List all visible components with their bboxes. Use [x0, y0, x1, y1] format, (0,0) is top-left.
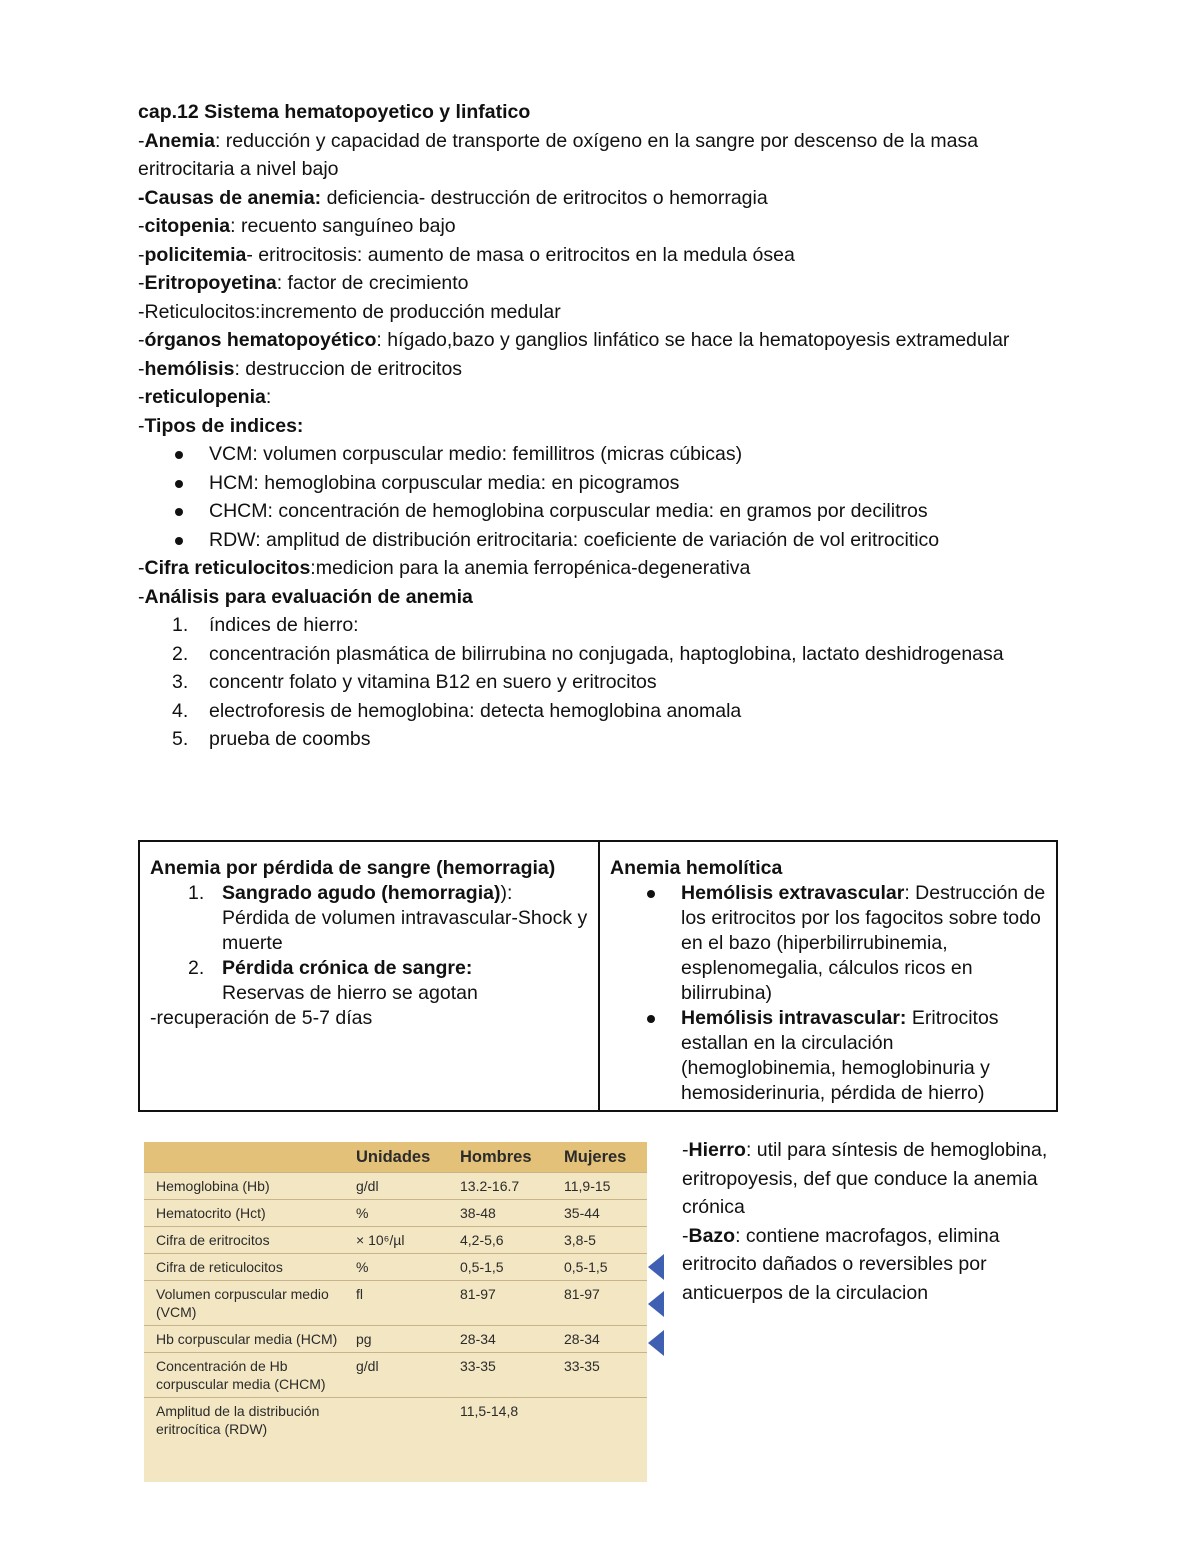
definition-line [138, 269, 1068, 298]
line-prefix: - [682, 1224, 689, 1247]
list-item: CHCM: concentración de hemoglobina corpuscular media: en gramos por decilitros [138, 497, 1068, 526]
table-row [144, 1254, 647, 1281]
table-cell: Concentración de Hb corpuscular media (CHCM) [144, 1353, 350, 1398]
term: Hemólisis intravascular: [681, 1007, 907, 1029]
table-cell: 35-44 [558, 1200, 647, 1227]
term: Hierro [688, 1139, 746, 1161]
table-row [144, 1326, 647, 1353]
list-item [138, 668, 1068, 697]
table-row [144, 1281, 647, 1326]
list-number: 4. [172, 699, 189, 722]
line-prefix: - [138, 129, 145, 152]
list-item [138, 640, 1068, 669]
list-text: prueba de coombs [209, 728, 371, 750]
anemia-comparison-table [138, 840, 1058, 1112]
column-header: Mujeres [558, 1142, 647, 1173]
column-header: Unidades [350, 1142, 454, 1173]
table-cell: fl [350, 1281, 454, 1326]
table-cell: × 10⁶/µl [350, 1227, 454, 1254]
hemolytic-anemia-cell [600, 842, 1056, 1110]
table-cell: Cifra de reticulocitos [144, 1254, 350, 1281]
table-row [144, 1200, 647, 1227]
list-number: 1. [172, 614, 189, 636]
line-prefix: - [138, 272, 145, 294]
analisis-heading: -Análisis para evaluación de anemia [138, 585, 473, 608]
table-cell: g/dl [350, 1173, 454, 1200]
definition-line [138, 326, 1068, 355]
indices-list [138, 440, 1068, 554]
list-text: concentración plasmática de bilirrubina no conjugada, haptoglobina, lactato deshidrogenasa [209, 642, 1004, 665]
list-number: 2. [172, 642, 189, 665]
table-cell: % [350, 1254, 454, 1281]
definition-line [138, 412, 1068, 441]
list-text: Reservas de hierro se agotan [222, 982, 478, 1004]
table-cell: Hemoglobina (Hb) [144, 1173, 350, 1200]
table-cell: 4,2-5,6 [454, 1227, 558, 1254]
table-cell [350, 1398, 454, 1443]
table-cell: pg [350, 1326, 454, 1353]
list-item: HCM: hemoglobina corpuscular media: en picogramos [138, 469, 1068, 498]
definition-line [138, 241, 1068, 270]
list-item [138, 725, 1068, 754]
blood-loss-anemia-cell [140, 842, 600, 1110]
table-row [144, 1353, 647, 1398]
line-prefix: - [138, 215, 145, 237]
arrow-left-icon [648, 1330, 664, 1356]
page-title: cap.12 Sistema hematopoyetico y linfatico [138, 101, 531, 123]
definition-text: deficiencia- destrucción de eritrocitos o hemorragia [321, 186, 768, 209]
table-cell: 11,5-14,8 [454, 1398, 558, 1443]
table-cell: 33-35 [454, 1353, 558, 1398]
table-cell: Volumen corpuscular medio (VCM) [144, 1281, 350, 1326]
definition-line [138, 212, 1068, 241]
arrow-left-icon [648, 1254, 664, 1280]
list-item [150, 956, 588, 1006]
line-prefix: - [138, 386, 145, 408]
definition-text: - eritrocitosis: aumento de masa o eritrocitos en la medula ósea [246, 243, 795, 266]
definition-text: : contiene macrofagos, elimina eritrocito dañados o reversibles por anticuerpos de la circulacion [682, 1224, 1000, 1304]
side-note-line [682, 1136, 1052, 1222]
definition-line [138, 184, 1068, 213]
column-header: Hombres [454, 1142, 558, 1173]
table-cell: 13.2-16.7 [454, 1173, 558, 1200]
table-cell: % [350, 1200, 454, 1227]
line-prefix: - [682, 1139, 689, 1161]
hemolytic-heading: Anemia hemolítica [610, 857, 783, 879]
list-item [610, 881, 1046, 1006]
definition-line [138, 298, 1068, 327]
term: Anemia [144, 129, 215, 152]
table-row [144, 1398, 647, 1443]
arrow-left-icon [648, 1291, 664, 1317]
list-number: 2. [188, 957, 205, 979]
definition-text: Reticulocitos:incremento de producción medular [144, 300, 561, 323]
table-cell: 0,5-1,5 [558, 1254, 647, 1281]
table-cell: 11,9-15 [558, 1173, 647, 1200]
term: citopenia [144, 215, 231, 237]
reference-values-table [144, 1142, 647, 1442]
table-cell: 81-97 [454, 1281, 558, 1326]
definition-text: : reducción y capacidad de transporte de oxígeno en la sangre por descenso de la masa eritrocitaria a nivel bajo [138, 129, 979, 180]
table-cell: 28-34 [454, 1326, 558, 1353]
term: Bazo [688, 1224, 736, 1247]
term: Pérdida crónica de sangre: [222, 957, 473, 979]
table-cell: Hematocrito (Hct) [144, 1200, 350, 1227]
table-cell: 0,5-1,5 [454, 1254, 558, 1281]
table-cell: 33-35 [558, 1353, 647, 1398]
line-prefix: - [138, 357, 145, 380]
term: reticulopenia [144, 386, 266, 408]
definition-text: : [265, 386, 272, 408]
table-cell: 28-34 [558, 1326, 647, 1353]
list-text: Eritrocitos estallan en la circulación (hemoglobinemia, hemoglobinuria y hemosiderinuria, pérdida de hierro) [681, 1007, 999, 1104]
table-cell: Cifra de eritrocitos [144, 1227, 350, 1254]
definition-text: : recuento sanguíneo bajo [230, 215, 456, 237]
term: -Causas de anemia: [138, 186, 322, 209]
line-prefix: - [138, 329, 145, 351]
list-number: 5. [172, 728, 189, 750]
term: Tipos de indices: [144, 414, 304, 437]
definition-line [138, 383, 1068, 412]
notes-section [138, 98, 1068, 754]
definition-text: : util para síntesis de hemoglobina, eritropoyesis, def que conduce la anemia crónica [682, 1139, 1048, 1218]
blood-loss-heading: Anemia por pérdida de sangre (hemorragia) [150, 857, 556, 879]
term: Sangrado agudo (hemorragia) [222, 882, 501, 904]
table-cell: Amplitud de la distribución eritrocítica (RDW) [144, 1398, 350, 1443]
term: Hemólisis extravascular [681, 882, 905, 904]
table-cell: 81-97 [558, 1281, 647, 1326]
definition-lines [138, 127, 1068, 441]
line-prefix: - [138, 243, 145, 266]
table-cell: 3,8-5 [558, 1227, 647, 1254]
list-item [138, 611, 1068, 640]
table-row [144, 1173, 647, 1200]
side-notes [682, 1136, 1052, 1307]
list-text: Pérdida de volumen intravascular-Shock y muerte [222, 907, 588, 954]
table-row [144, 1227, 647, 1254]
side-note-line [682, 1222, 1052, 1308]
term: policitemia [144, 243, 247, 266]
recovery-note: -recuperación de 5-7 días [150, 1007, 373, 1029]
reference-header-row [144, 1142, 647, 1173]
definition-text: : hígado,bazo y ganglios linfático se hace la hematopoyesis extramedular [376, 329, 1010, 351]
definition-line [138, 355, 1068, 384]
definition-text: : factor de crecimiento [276, 272, 469, 294]
list-text: concentr folato y vitamina B12 en suero y eritrocitos [209, 671, 657, 693]
reference-values-image [144, 1142, 647, 1482]
table-cell: 38-48 [454, 1200, 558, 1227]
column-header [144, 1142, 350, 1173]
cifra-line: -Cifra reticulocitos:medicion para la anemia ferropénica-degenerativa [138, 557, 751, 579]
table-cell [558, 1398, 647, 1443]
term-suffix: ): [500, 882, 513, 904]
term: hemólisis [144, 357, 235, 380]
term: órganos hematopoyético [144, 329, 377, 351]
list-text: índices de hierro: [209, 614, 359, 636]
hemolytic-list [610, 881, 1046, 1106]
line-prefix: - [138, 414, 145, 437]
definition-line [138, 127, 1068, 184]
list-text: electroforesis de hemoglobina: detecta hemoglobina anomala [209, 699, 742, 722]
list-item [138, 697, 1068, 726]
list-text: : Destrucción de los eritrocitos por los fagocitos sobre todo en el bazo (hiperbilirrubinemia, esplenomegalia, cálculos ricos en bilirrubina) [681, 882, 1046, 1004]
table-cell: Hb corpuscular media (HCM) [144, 1326, 350, 1353]
blood-loss-list [150, 881, 588, 1006]
definition-text: : destruccion de eritrocitos [234, 357, 463, 380]
list-item [610, 1006, 1046, 1106]
list-item [150, 881, 588, 956]
analisis-list [138, 611, 1068, 754]
table-cell: g/dl [350, 1353, 454, 1398]
list-item: RDW: amplitud de distribución eritrocitaria: coeficiente de variación de vol eritrocitico [138, 526, 1068, 555]
list-number: 1. [188, 882, 205, 904]
list-item: VCM: volumen corpuscular medio: femillitros (micras cúbicas) [138, 440, 1068, 469]
list-number: 3. [172, 671, 189, 693]
line-prefix: - [138, 300, 145, 323]
term: Eritropoyetina [144, 272, 277, 294]
